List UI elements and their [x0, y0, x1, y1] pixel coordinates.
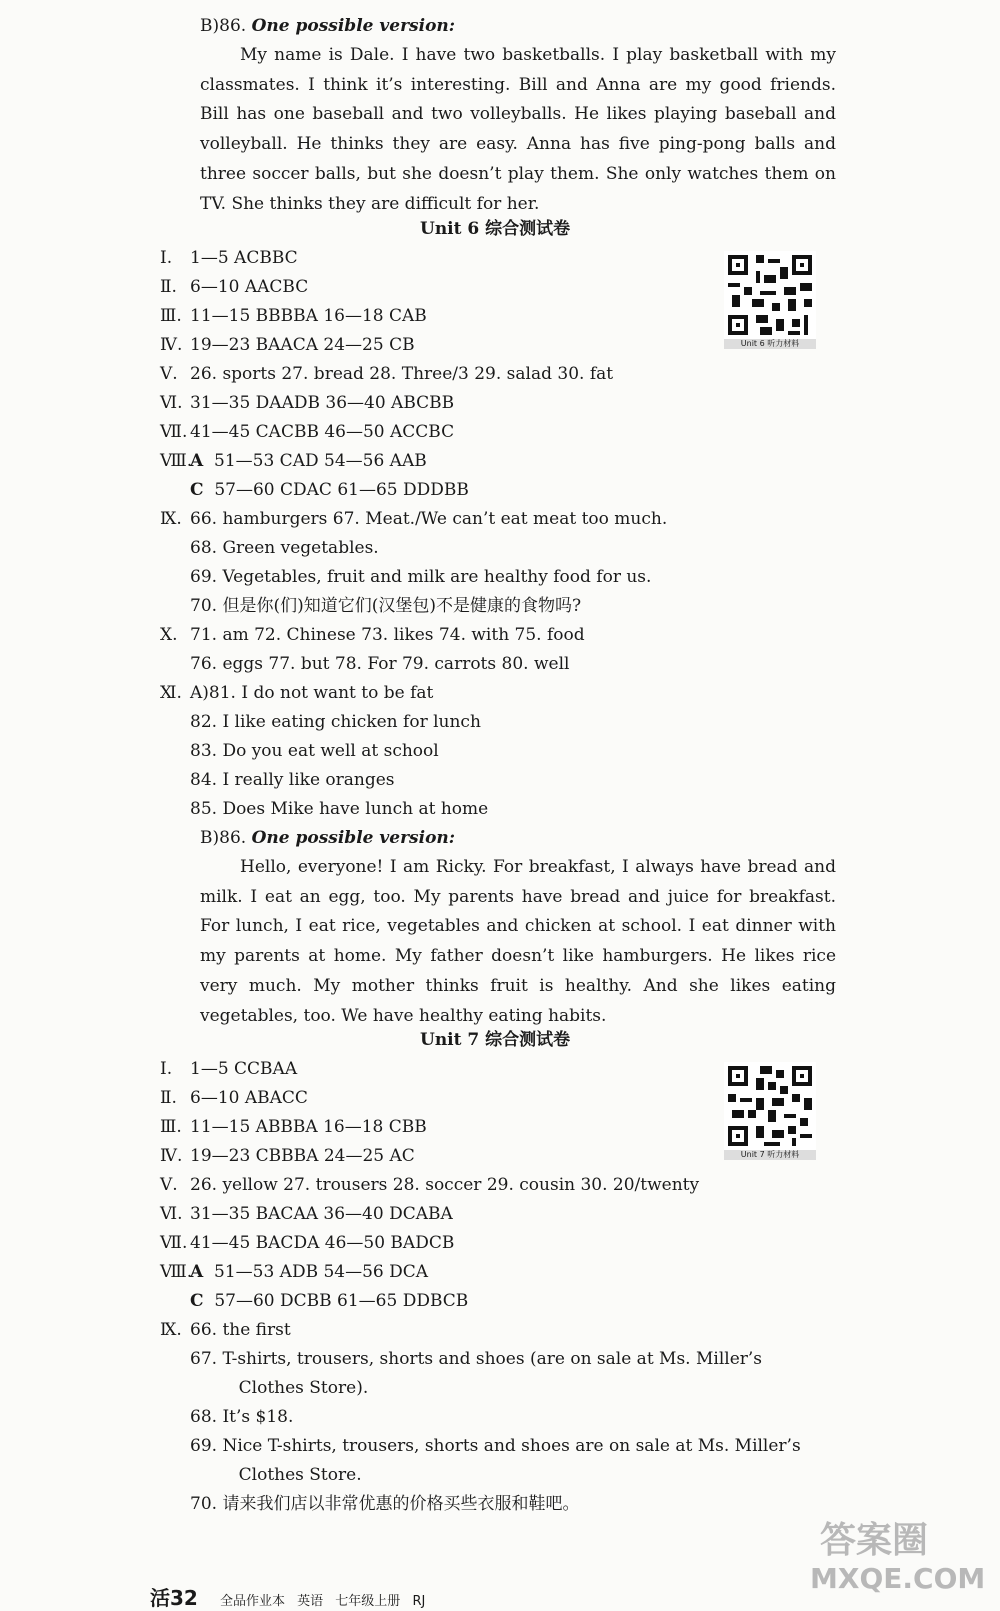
unit6-b86-label: B)86. One possible version:	[200, 828, 456, 848]
top-b86-label: B)86. One possible version:	[200, 16, 456, 36]
unit6-row: Ⅹ. 71. am 72. Chinese 73. likes 74. with 75. food	[160, 625, 585, 645]
qr-code-icon	[724, 1062, 816, 1150]
unit7-row: Ⅰ. 1—5 CCBAA	[160, 1059, 298, 1079]
unit7-row: C 57—60 DCBB 61—65 DDBCB	[190, 1291, 469, 1311]
unit6-row: 76. eggs 77. but 78. For 79. carrots 80. well	[190, 654, 570, 674]
unit7-row: Clothes Store.	[238, 1465, 362, 1485]
unit6-row: Ⅷ.A 51—53 CAD 54—56 AAB	[160, 451, 427, 471]
unit7-row: Ⅱ. 6—10 ABACC	[160, 1088, 308, 1108]
unit6-row: 69. Vegetables, fruit and milk are healthy food for us.	[190, 567, 652, 587]
unit7-row: 68. It’s $18.	[190, 1407, 294, 1427]
unit7-row: Ⅸ. 66. the first	[160, 1320, 291, 1340]
unit6-row: 83. Do you eat well at school	[190, 741, 439, 761]
unit7-row: Ⅵ. 31—35 BACAA 36—40 DCABA	[160, 1204, 453, 1224]
unit7-row: Ⅴ. 26. yellow 27. trousers 28. soccer 29. cousin 30. 20/twenty	[160, 1175, 700, 1195]
unit6-essay: Hello, everyone! I am Ricky. For breakfast, I always have bread and milk. I eat an egg, too. My parents have bread and juice for breakfast. For lunch, I eat rice, vegetables and chicken at school. I eat dinner with my parents at home. My father doesn’t like hamburgers. He likes rice very much. My mother thinks fruit is healthy. And she likes eating vegetables, too. We have healthy eating habits.	[200, 857, 836, 1026]
qr-code-icon	[724, 251, 816, 339]
unit6-title: Unit 6 综合测试卷	[420, 219, 571, 239]
unit7-row: Ⅷ.A 51—53 ADB 54—56 DCA	[160, 1262, 429, 1282]
unit7-row: Ⅶ. 41—45 BACDA 46—50 BADCB	[160, 1233, 455, 1253]
unit7-title: Unit 7 综合测试卷	[420, 1030, 571, 1050]
unit7-row: Clothes Store).	[238, 1378, 369, 1398]
unit6-row: Ⅰ. 1—5 ACBBC	[160, 248, 298, 268]
unit6-row: C 57—60 CDAC 61—65 DDDBB	[190, 480, 469, 500]
unit7-row: 67. T-shirts, trousers, shorts and shoes (are on sale at Ms. Miller’s	[190, 1349, 763, 1369]
unit7-qr-caption: Unit 7 听力材料	[724, 1150, 816, 1160]
watermark-logo: 答案圈	[820, 1520, 929, 1561]
page-footer: 活32 全品作业本 英语 七年级上册 RJ	[150, 1586, 426, 1610]
top-essay: My name is Dale. I have two basketballs. I play basketball with my classmates. I think it’s interesting. Bill and Anna are my good friends. Bill has one baseball and two volleyballs. He likes playing baseball and volleyball. He thinks they are easy. Anna has five ping-pong balls and three soccer balls, but she doesn’t play them. She only watches them on TV. She thinks they are difficult for her.	[200, 45, 836, 214]
unit6-qr-code[interactable]	[724, 251, 816, 351]
unit6-row: 68. Green vegetables.	[190, 538, 379, 558]
unit6-row: Ⅱ. 6—10 AACBC	[160, 277, 309, 297]
unit6-row: Ⅵ. 31—35 DAADB 36—40 ABCBB	[160, 393, 455, 413]
unit6-row: 85. Does Mike have lunch at home	[190, 799, 489, 819]
unit6-row: 70. 但是你(们)知道它们(汉堡包)不是健康的食物吗?	[190, 596, 582, 616]
unit6-row: Ⅸ. 66. hamburgers 67. Meat./We can’t eat meat too much.	[160, 509, 668, 529]
unit7-row: 69. Nice T-shirts, trousers, shorts and shoes are on sale at Ms. Miller’s	[190, 1436, 801, 1456]
page-number: 活32	[150, 1586, 198, 1610]
unit7-row: Ⅳ. 19—23 CBBBA 24—25 AC	[160, 1146, 415, 1166]
unit6-row: Ⅶ. 41—45 CACBB 46—50 ACCBC	[160, 422, 455, 442]
unit6-row: 82. I like eating chicken for lunch	[190, 712, 481, 732]
unit6-row: Ⅲ. 11—15 BBBBA 16—18 CAB	[160, 306, 427, 326]
unit6-row: Ⅺ. A)81. I do not want to be fat	[160, 683, 434, 703]
unit7-row: Ⅲ. 11—15 ABBBA 16—18 CBB	[160, 1117, 427, 1137]
unit6-qr-caption: Unit 6 听力材料	[724, 339, 816, 349]
unit6-row: Ⅴ. 26. sports 27. bread 28. Three/3 29. salad 30. fat	[160, 364, 614, 384]
unit6-row: 84. I really like oranges	[190, 770, 395, 790]
unit6-row: Ⅳ. 19—23 BAACA 24—25 CB	[160, 335, 415, 355]
watermark-site: MXQE.COM	[810, 1562, 986, 1595]
unit7-row: 70. 请来我们店以非常优惠的价格买些衣服和鞋吧。	[190, 1494, 580, 1514]
unit7-qr-code[interactable]	[724, 1062, 816, 1162]
